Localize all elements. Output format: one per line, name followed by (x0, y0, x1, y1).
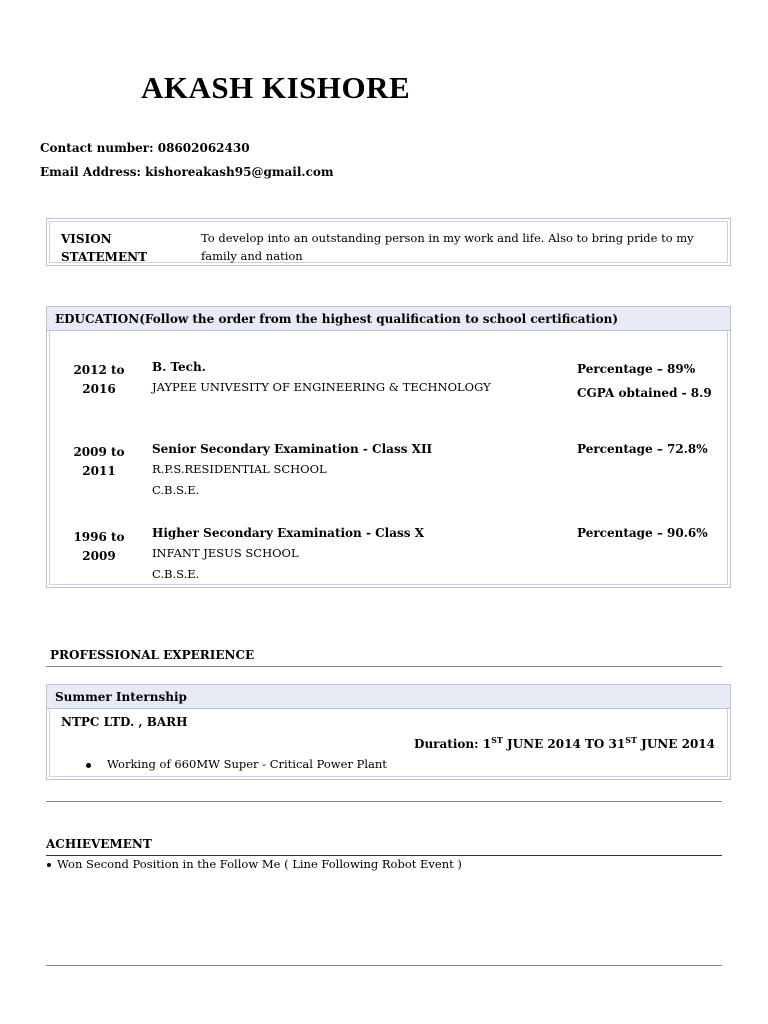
duration-start-day: Duration: 1 (414, 737, 492, 751)
candidate-name: AKASH KISHORE (141, 70, 411, 105)
internship-company: NTPC LTD. , BARH (61, 715, 188, 729)
education-heading: EDUCATION(Follow the order from the highest qualification to school certification) (47, 307, 730, 331)
vision-text-line2: family and nation (201, 249, 303, 263)
education-title-2: Senior Secondary Examination - Class XII (152, 442, 433, 456)
section-divider (46, 801, 722, 802)
education-years-2-end: 2011 (82, 464, 116, 478)
internship-duration (414, 737, 715, 751)
education-years-1-end: 2016 (82, 382, 116, 396)
vision-statement-box (46, 218, 731, 266)
education-board-2: C.B.S.E. (152, 483, 200, 497)
education-years-2-start: 2009 to (73, 445, 125, 459)
experience-divider (46, 666, 722, 667)
education-years-1-start: 2012 to (73, 363, 125, 377)
education-institution-2: R.P.S.RESIDENTIAL SCHOOL (152, 462, 327, 476)
education-years-1 (68, 361, 130, 399)
internship-heading: Summer Internship (47, 685, 730, 709)
education-years-2 (68, 443, 130, 481)
duration-end: JUNE 2014 (636, 737, 715, 751)
education-years-3-start: 1996 to (73, 530, 125, 544)
achievement-item-1: Won Second Position in the Follow Me ( Line Following Robot Event ) (57, 857, 462, 871)
education-score-1b: CGPA obtained - 8.9 (577, 386, 712, 400)
email-address: Email Address: kishoreakash95@gmail.com (40, 165, 334, 179)
education-years-3-end: 2009 (82, 549, 116, 563)
duration-middle: JUNE 2014 TO 31 (502, 737, 626, 751)
vision-text (201, 229, 721, 265)
contact-number: Contact number: 08602062430 (40, 141, 250, 155)
duration-end-suffix: ST (625, 735, 637, 745)
achievement-divider (46, 855, 722, 856)
education-board-3: C.B.S.E. (152, 567, 200, 581)
education-institution-1: JAYPEE UNIVESITY OF ENGINEERING & TECHNOLOGY (152, 380, 491, 394)
education-years-3 (68, 528, 130, 566)
education-score-3: Percentage – 90.6% (577, 526, 708, 540)
internship-bullet-1: Working of 660MW Super - Critical Power Plant (107, 757, 387, 771)
education-title-3: Higher Secondary Examination - Class X (152, 526, 425, 540)
achievement-heading: ACHIEVEMENT (46, 837, 152, 851)
bullet-icon (47, 863, 51, 867)
vision-text-line1: To develop into an outstanding person in my work and life. Also to bring pride to my (201, 231, 694, 245)
vision-label-line2: STATEMENT (61, 250, 147, 264)
education-score-1a: Percentage – 89% (577, 362, 696, 376)
vision-label-line1: VISION (61, 232, 112, 246)
bullet-icon (86, 763, 91, 768)
vision-label (61, 230, 147, 266)
bottom-divider (46, 965, 722, 966)
duration-start-suffix: ST (491, 735, 503, 745)
education-institution-3: INFANT JESUS SCHOOL (152, 546, 299, 560)
experience-heading: PROFESSIONAL EXPERIENCE (50, 648, 255, 662)
education-score-2: Percentage – 72.8% (577, 442, 708, 456)
education-title-1: B. Tech. (152, 360, 206, 374)
